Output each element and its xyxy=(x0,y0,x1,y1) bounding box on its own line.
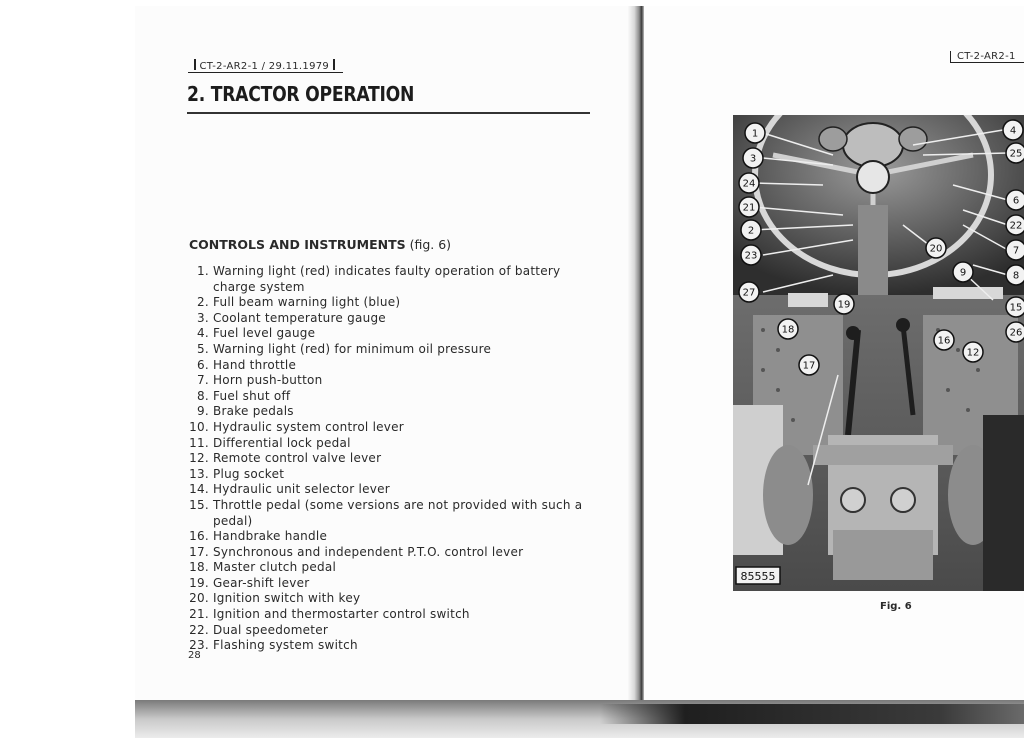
control-item-number: 20. xyxy=(189,591,209,606)
control-item-text: Handbrake handle xyxy=(213,529,328,544)
control-item xyxy=(189,529,599,545)
control-item-text: Hand throttle xyxy=(213,357,297,372)
control-item-text: Gear-shift lever xyxy=(213,575,310,590)
callout-label: 4 xyxy=(1009,125,1017,137)
callout-label: 26 xyxy=(1009,327,1023,339)
callout-label: 6 xyxy=(1012,195,1020,207)
control-item-number: 15. xyxy=(189,497,209,512)
controls-list xyxy=(189,264,599,654)
control-item xyxy=(189,311,599,327)
control-item-text: Ignition switch with key xyxy=(213,591,361,606)
callout-label: 2 xyxy=(747,225,755,237)
control-item xyxy=(189,436,599,452)
callout-label: 7 xyxy=(1012,245,1020,257)
control-item-number: 18. xyxy=(189,560,209,575)
control-item-text: Throttle pedal (some versions are not provided with such a pedal) xyxy=(213,497,583,528)
control-item xyxy=(189,607,599,623)
control-item xyxy=(189,342,599,358)
control-item-number: 19. xyxy=(189,575,209,590)
right-document-code xyxy=(950,51,1024,63)
control-item xyxy=(189,498,599,529)
callout-26 xyxy=(1006,322,1024,342)
callout-9 xyxy=(953,262,973,282)
control-item-text: Remote control valve lever xyxy=(213,451,382,466)
control-item xyxy=(189,545,599,561)
control-item-text: Coolant temperature gauge xyxy=(213,310,386,325)
book-gutter xyxy=(628,6,644,706)
control-item-number: 11. xyxy=(189,435,209,450)
callout-16 xyxy=(934,330,954,350)
callout-21 xyxy=(739,197,759,217)
callout-19 xyxy=(834,294,854,314)
control-item-text: Ignition and thermostarter control switch xyxy=(213,607,470,622)
title-rule xyxy=(187,112,590,114)
control-item xyxy=(189,576,599,592)
callout-20 xyxy=(926,238,946,258)
callout-6 xyxy=(1006,190,1024,210)
control-item xyxy=(189,358,599,374)
callout-label: 3 xyxy=(749,153,757,165)
callout-label: 20 xyxy=(929,243,943,255)
control-item xyxy=(189,404,599,420)
control-item-number: 9. xyxy=(197,404,209,419)
control-item-text: Flashing system switch xyxy=(213,638,358,653)
control-item-number: 8. xyxy=(197,388,209,403)
control-item xyxy=(189,295,599,311)
control-item-number: 3. xyxy=(197,310,209,325)
callout-12 xyxy=(963,342,983,362)
document-code: CT-2-AR2-1 / 29.11.1979 xyxy=(188,59,343,73)
bottom-edge-dark xyxy=(600,704,1024,724)
callout-1 xyxy=(745,123,765,143)
callout-22 xyxy=(1006,215,1024,235)
control-item xyxy=(189,451,599,467)
callout-label: 1 xyxy=(751,128,759,140)
doc-code-text: CT-2-AR2-1 xyxy=(199,61,259,72)
control-item-number: 22. xyxy=(189,622,209,637)
doc-date: 29.11.1979 xyxy=(268,61,330,72)
callout-25 xyxy=(1006,143,1024,163)
control-item-number: 23. xyxy=(189,638,209,653)
control-item-text: Fuel level gauge xyxy=(213,326,316,341)
control-item xyxy=(189,467,599,483)
callout-label: 25 xyxy=(1009,148,1023,160)
control-item xyxy=(189,623,599,639)
callout-label: 15 xyxy=(1009,302,1023,314)
control-item-number: 16. xyxy=(189,529,209,544)
control-item-text: Horn push-button xyxy=(213,373,323,388)
control-item-number: 6. xyxy=(197,357,209,372)
control-item xyxy=(189,373,599,389)
control-item-number: 14. xyxy=(189,482,209,497)
callout-label: 17 xyxy=(802,360,816,372)
callout-label: 24 xyxy=(742,178,756,190)
control-item-text: Hydraulic unit selector lever xyxy=(213,482,390,497)
control-item-text: Plug socket xyxy=(213,466,285,481)
photo-number: 85555 xyxy=(740,570,776,583)
control-item-text: Brake pedals xyxy=(213,404,294,419)
callout-27 xyxy=(739,282,759,302)
control-item-text: Fuel shut off xyxy=(213,388,291,403)
control-item-number: 10. xyxy=(189,419,209,434)
callout-label: 23 xyxy=(744,250,758,262)
callout-4 xyxy=(1003,120,1023,140)
control-item-text: Dual speedometer xyxy=(213,622,329,637)
callout-18 xyxy=(778,319,798,339)
control-item-text: Master clutch pedal xyxy=(213,560,337,575)
callout-label: 21 xyxy=(742,202,756,214)
section-fig-ref: (fig. 6) xyxy=(409,237,452,252)
control-item xyxy=(189,638,599,654)
control-item-number: 17. xyxy=(189,544,209,559)
callout-label: 19 xyxy=(837,299,851,311)
control-item xyxy=(189,389,599,405)
section-heading-text: CONTROLS AND INSTRUMENTS xyxy=(189,237,406,252)
callout-3 xyxy=(743,148,763,168)
control-item xyxy=(189,326,599,342)
callout-label: 9 xyxy=(959,267,967,279)
callout-label: 16 xyxy=(937,335,951,347)
control-item-number: 2. xyxy=(197,295,209,310)
figure-caption: Fig. 6 xyxy=(880,601,912,612)
control-item-number: 12. xyxy=(189,451,209,466)
control-item xyxy=(189,560,599,576)
callout-label: 27 xyxy=(742,287,756,299)
callout-15 xyxy=(1006,297,1024,317)
control-item xyxy=(189,264,599,295)
control-item-text: Full beam warning light (blue) xyxy=(213,295,401,310)
control-item-text: Synchronous and independent P.T.O. control lever xyxy=(213,544,524,559)
control-item-number: 5. xyxy=(197,341,209,356)
control-item xyxy=(189,420,599,436)
callout-label: 18 xyxy=(781,324,795,336)
control-item-number: 4. xyxy=(197,326,209,341)
callout-label: 22 xyxy=(1009,220,1023,232)
page-title: 2. TRACTOR OPERATION xyxy=(187,82,415,106)
callout-label: 12 xyxy=(966,347,980,359)
control-item-number: 21. xyxy=(189,607,209,622)
control-item xyxy=(189,482,599,498)
right-doc-code-text: CT-2-AR2-1 xyxy=(957,51,1016,62)
control-item-number: 1. xyxy=(197,264,209,278)
control-item-text: Warning light (red) indicates faulty operation of battery charge system xyxy=(213,264,561,294)
control-item-number: 7. xyxy=(197,373,209,388)
control-item xyxy=(189,591,599,607)
callout-2 xyxy=(741,220,761,240)
page-number: 28 xyxy=(188,650,201,661)
tractor-controls-illustration xyxy=(733,115,1024,591)
callout-23 xyxy=(741,245,761,265)
control-item-text: Differential lock pedal xyxy=(213,435,351,450)
control-item-text: Warning light (red) for minimum oil pressure xyxy=(213,341,492,356)
callout-17 xyxy=(799,355,819,375)
figure-photo xyxy=(733,115,1024,591)
section-heading xyxy=(189,237,451,252)
callout-7 xyxy=(1006,240,1024,260)
callout-label: 8 xyxy=(1012,270,1020,282)
control-item-number: 13. xyxy=(189,466,209,481)
callout-24 xyxy=(739,173,759,193)
control-item-text: Hydraulic system control lever xyxy=(213,419,404,434)
callout-8 xyxy=(1006,265,1024,285)
